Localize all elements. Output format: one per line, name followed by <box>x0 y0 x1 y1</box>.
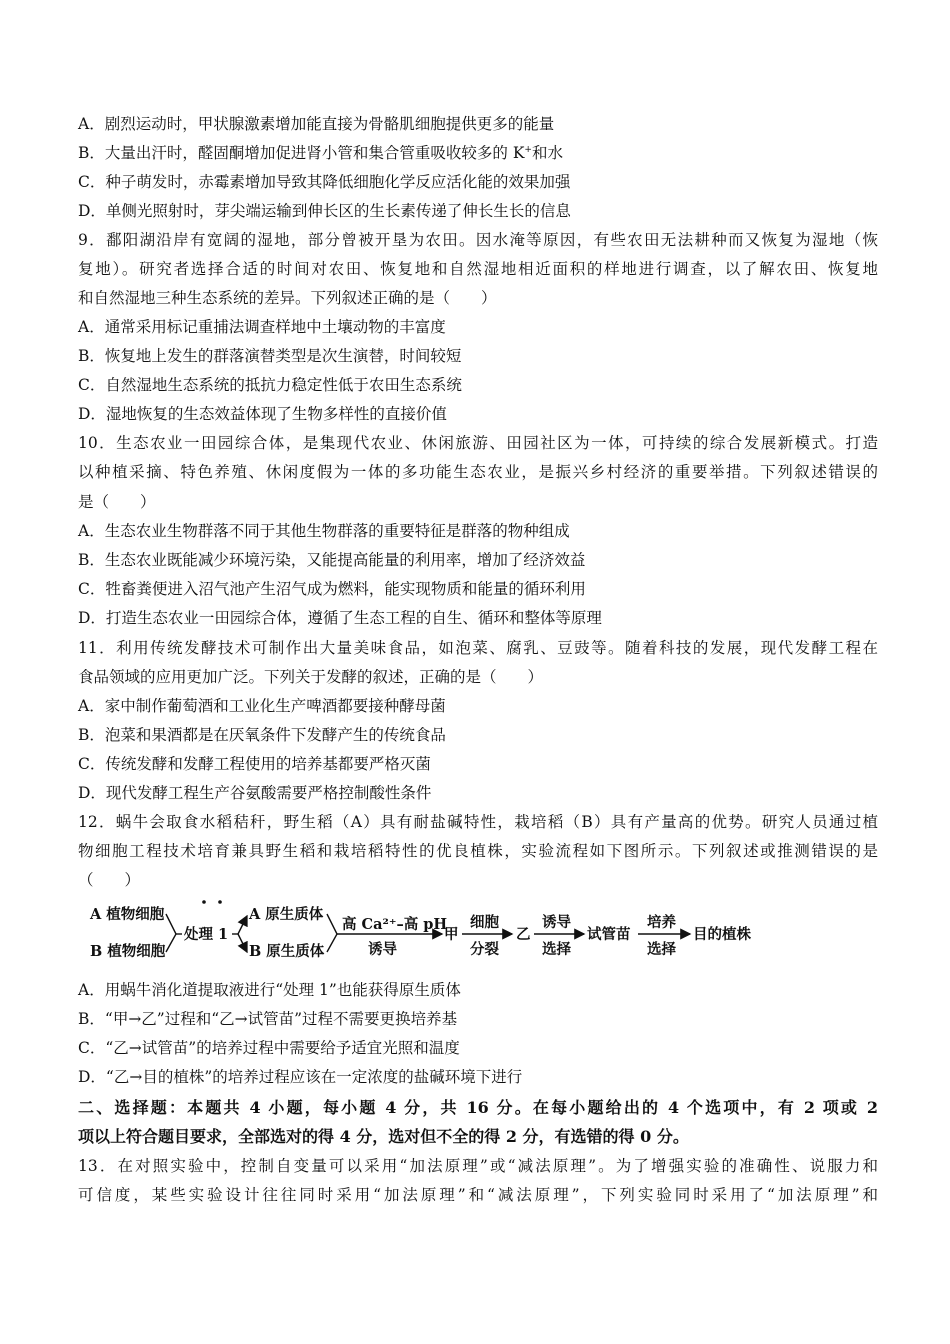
q12-option-a: A．用蜗牛消化道提取液进行“处理 1”也能获得原生质体 <box>78 981 461 999</box>
q12-option-d: D．“乙→目的植株”的培养过程应该在一定浓度的盐碱环境下进行 <box>78 1068 523 1086</box>
q9-option-d: D．湿地恢复的生态效益体现了生物多样性的直接价值 <box>78 405 447 423</box>
q12-option-b: B．“甲→乙”过程和“乙→试管苗”过程不需要更换培养基 <box>78 1010 458 1028</box>
q12-stem-line1: 12．蜗牛会取食水稻秸秆，野生稻（A）具有耐盐碱特性，栽培稻（B）具有产量高的优势。研究人员通过植 <box>78 813 878 831</box>
diagram-fusion-induce: 诱导 <box>368 941 397 958</box>
diagram-treatment: 处理 1 <box>184 926 229 943</box>
q12-option-c: C．“乙→试管苗”的培养过程中需要给予适宜光照和温度 <box>78 1039 460 1057</box>
q8-option-d: D．单侧光照射时，芽尖端运输到伸长区的生长素传递了伸长生长的信息 <box>78 202 571 220</box>
diagram-induce-top: 诱导 <box>542 914 571 931</box>
q10-option-c: C．牲畜粪便进入沼气池产生沼气成为燃料，能实现物质和能量的循环利用 <box>78 580 586 598</box>
diagram-test-tube-seedling: 试管苗 <box>587 926 631 943</box>
emphasis-dot-1 <box>202 900 206 904</box>
q9-stem-line2: 复地）。研究者选择合适的时间对农田、恢复地和自然湿地相近面积的样地进行调查，以了解农田、恢复地 <box>78 260 878 278</box>
experiment-flow-diagram <box>84 896 784 968</box>
diagram-a-protoplast: A 原生质体 <box>249 906 324 923</box>
q11-option-b: B．泡菜和果酒都是在厌氧条件下发酵产生的传统食品 <box>78 726 446 744</box>
diagram-target-plant: 目的植株 <box>693 926 751 943</box>
emphasis-dot-2 <box>218 900 222 904</box>
q10-option-a: A．生态农业生物群落不同于其他生物群落的重要特征是群落的物种组成 <box>78 522 570 540</box>
q10-stem-line2: 以种植采摘、特色养殖、休闲度假为一体的多功能生态农业，是振兴乡村经济的重要举措。下列叙述错误的 <box>78 463 878 481</box>
q11-option-a: A．家中制作葡萄酒和工业化生产啤酒都要接种酵母菌 <box>78 697 446 715</box>
diagram-induce-bottom: 选择 <box>542 941 571 958</box>
q9-option-c: C．自然湿地生态系统的抵抗力稳定性低于农田生态系统 <box>78 376 462 394</box>
q8-option-b-text: B．大量出汗时，醛固酮增加促进肾小管和集合管重吸收较多的 K <box>78 144 525 162</box>
q11-stem-line2: 食品领域的应用更加广泛。下列关于发酵的叙述，正确的是（ ） <box>78 668 544 686</box>
q13-stem-line2: 可信度，某些实验设计往往同时采用“加法原理”和“减法原理”，下列实验同时采用了“加法原理”和 <box>78 1186 878 1204</box>
q10-stem-line1: 10．生态农业一田园综合体，是集现代农业、休闲旅游、田园社区为一体，可持续的综合发展新模式。打造 <box>78 434 878 452</box>
diagram-b-protoplast: B 原生质体 <box>249 943 325 960</box>
diagram-yi: 乙 <box>516 926 531 943</box>
q13-stem-line1: 13．在对照实验中，控制自变量可以采用“加法原理”或“减法原理”。为了增强实验的准确性、说服力和 <box>78 1157 878 1175</box>
q11-stem-line1: 11．利用传统发酵技术可制作出大量美味食品，如泡菜、腐乳、豆豉等。随着科技的发展，现代发酵工程在 <box>78 639 878 657</box>
q9-option-a: A．通常采用标记重捕法调查样地中土壤动物的丰富度 <box>78 318 446 336</box>
split-arrow-up <box>238 916 247 934</box>
section2-heading-line2: 项以上符合题目要求，全部选对的得 4 分，选对但不全的得 2 分，有选错的得 0 分。 <box>78 1127 689 1146</box>
q9-stem-line3: 和自然湿地三种生态系统的差异。下列叙述正确的是（ ） <box>78 289 497 307</box>
merge-bracket-right <box>327 914 337 952</box>
diagram-b-cell: B 植物细胞 <box>90 943 166 960</box>
q12-stem-line3: （ ） <box>78 871 141 889</box>
split-arrow-down <box>238 934 247 952</box>
potassium-charge: + <box>524 144 532 155</box>
diagram-jia: 甲 <box>444 926 459 943</box>
diagram-culture-bottom: 选择 <box>647 941 676 958</box>
q8-option-b-tail: 和水 <box>531 144 563 162</box>
diagram-division-bottom: 分裂 <box>470 941 499 958</box>
q8-option-a: A．剧烈运动时，甲状腺激素增加能直接为骨骼肌细胞提供更多的能量 <box>78 115 555 133</box>
diagram-division-top: 细胞 <box>470 914 499 931</box>
q10-option-d: D．打造生态农业一田园综合体，遵循了生态工程的自生、循环和整体等原理 <box>78 609 602 627</box>
q11-option-d: D．现代发酵工程生产谷氨酸需要严格控制酸性条件 <box>78 784 432 802</box>
diagram-culture-top: 培养 <box>647 914 676 931</box>
merge-bracket-left <box>166 914 176 952</box>
diagram-fusion-condition: 高 Ca²⁺–高 pH <box>342 916 448 933</box>
q8-option-b <box>78 139 878 168</box>
q10-stem-line3: 是（ ） <box>78 493 156 511</box>
q9-option-b: B．恢复地上发生的群落演替类型是次生演替，时间较短 <box>78 347 462 365</box>
diagram-a-cell: A 植物细胞 <box>90 906 165 923</box>
section2-heading-line1: 二、选择题：本题共 4 小题，每小题 4 分，共 16 分。在每小题给出的 4 个选项中，有 2 项或 2 <box>78 1098 878 1117</box>
q12-stem-line2: 物细胞工程技术培育兼具野生稻和栽培稻特性的优良植株，实验流程如下图所示。下列叙述或推测错误的是 <box>78 842 878 860</box>
q11-option-c: C．传统发酵和发酵工程使用的培养基都要严格灭菌 <box>78 755 431 773</box>
q9-stem-line1: 9．鄱阳湖沿岸有宽阔的湿地，部分曾被开垦为农田。因水淹等原因，有些农田无法耕种而又恢复为湿地（恢 <box>78 231 878 249</box>
q8-option-c: C．种子萌发时，赤霉素增加导致其降低细胞化学反应活化能的效果加强 <box>78 173 571 191</box>
q10-option-b: B．生态农业既能减少环境污染，又能提高能量的利用率，增加了经济效益 <box>78 551 586 569</box>
